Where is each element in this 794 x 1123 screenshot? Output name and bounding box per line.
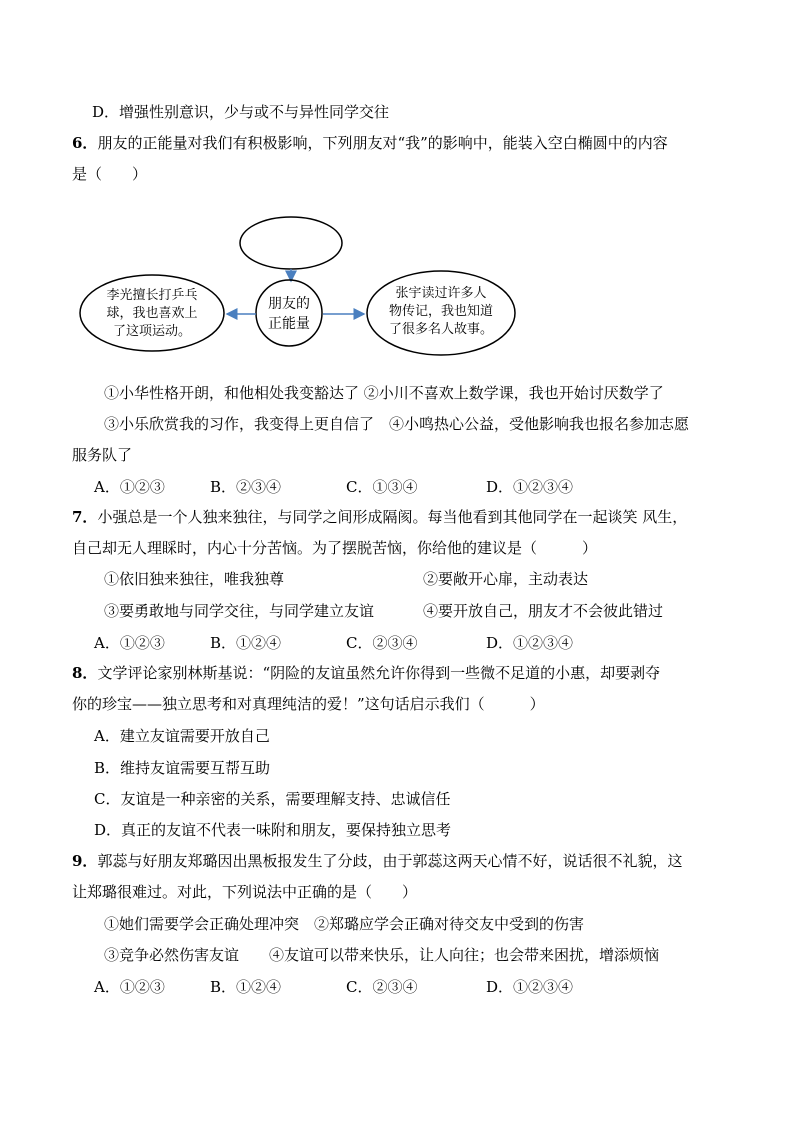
q7-option-d: D．①②③④	[486, 634, 574, 652]
q8-stem-line-1	[72, 663, 660, 683]
q7-item-4: ④要开放自己，朋友才不会彼此错过	[423, 602, 664, 620]
q9-option-c: C．②③④	[346, 978, 418, 996]
center-label-line-2: 正能量	[268, 316, 310, 332]
q7-item-1: ①依旧独来独往，唯我独尊	[104, 570, 285, 588]
q6-option-d: D．①②③④	[486, 478, 574, 496]
q8-option-c: C．友谊是一种亲密的关系，需要理解支持、忠诚信任	[94, 790, 451, 808]
q7-stem-text-1: 小强总是一个人独来独往，与同学之间形成隔阂。每当他看到其他同学在一起谈笑 风生，	[97, 508, 688, 526]
q8-stem-line-2: 你的珍宝——独立思考和对真理纯洁的爱！”这句话启示我们（ ）	[72, 695, 545, 713]
q6-number: 6．	[72, 134, 98, 152]
left-bubble-line-1: 李光擅长打乒乓	[106, 288, 198, 303]
q9-stem-line-1	[72, 851, 682, 871]
right-bubble-line-1: 张宇读过许多人	[395, 286, 487, 301]
q6-stem-line-2: 是（ ）	[72, 165, 148, 183]
q6-option-b: B．②③④	[210, 478, 282, 496]
q6-item-line-1: ①小华性格开朗，和他相处我变豁达了 ②小川不喜欢上数学课，我也开始讨厌数学了	[104, 384, 664, 402]
left-bubble-line-3: 了这项运动。	[112, 324, 191, 339]
q7-number: 7．	[72, 508, 98, 526]
q7-item-2: ②要敞开心扉，主动表达	[423, 570, 589, 588]
q6-item-line-2: ③小乐欣赏我的习作，我变得上更自信了 ④小鸣热心公益，受他影响我也报名参加志愿	[104, 415, 690, 433]
q6-option-c: C．①③④	[346, 478, 418, 496]
right-bubble-text	[370, 285, 512, 339]
blank-ellipse	[240, 217, 342, 269]
q7-stem-line-2: 自己却无人理睬时，内心十分苦恼。为了摆脱苦恼，你给他的建议是（ ）	[72, 539, 598, 557]
q9-option-d: D．①②③④	[486, 978, 574, 996]
q6-stem-text-1: 朋友的正能量对我们有积极影响，下列朋友对“我”的影响中，能装入空白椭圆中的内容	[97, 134, 668, 152]
q7-option-b: B．①②④	[210, 634, 282, 652]
left-bubble-text	[86, 287, 218, 341]
q6-stem-line-1	[72, 133, 668, 153]
q8-option-a: A．建立友谊需要开放自己	[94, 727, 270, 745]
q7-option-a: A．①②③	[94, 634, 165, 652]
q7-option-c: C．②③④	[346, 634, 418, 652]
q7-stem-line-1	[72, 507, 687, 527]
q8-stem-text-1: 文学评论家别林斯基说：“阴险的友谊虽然允许你得到一些微不足道的小惠，却要剥夺	[97, 664, 661, 682]
right-bubble-line-2: 物传记，我也知道	[388, 304, 493, 319]
q9-item-line-2: ③竞争必然伤害友谊 ④友谊可以带来快乐，让人向往；也会带来困扰，增添烦恼	[104, 946, 660, 964]
left-bubble-line-2: 球，我也喜欢上	[106, 306, 198, 321]
q9-item-line-1: ①她们需要学会正确处理冲突 ②郑璐应学会正确对待交友中受到的伤害	[104, 915, 585, 933]
q9-stem-line-2: 让郑璐很难过。对此，下列说法中正确的是（ ）	[72, 883, 418, 901]
q8-option-b: B．维持友谊需要互帮互助	[94, 759, 271, 777]
q9-number: 9．	[72, 852, 98, 870]
q9-stem-text-1: 郭蕊与好朋友郑璐因出黑板报发生了分歧，由于郭蕊这两天心情不好，说话很不礼貌，这	[97, 852, 683, 870]
q5-option-d: D．增强性别意识，少与或不与异性同学交往	[92, 103, 390, 121]
q8-number: 8．	[72, 664, 98, 682]
center-label-line-1: 朋友的	[268, 296, 310, 312]
q9-option-b: B．①②④	[210, 978, 282, 996]
q6-item-line-3: 服务队了	[72, 446, 133, 464]
q8-option-d: D．真正的友谊不代表一味附和朋友，要保持独立思考	[94, 821, 452, 839]
center-label	[256, 294, 322, 334]
q9-option-a: A．①②③	[94, 978, 165, 996]
q6-option-a: A．①②③	[94, 478, 165, 496]
q7-item-3: ③要勇敢地与同学交往，与同学建立友谊	[104, 602, 375, 620]
right-bubble-line-3: 了很多名人故事。	[388, 322, 493, 337]
